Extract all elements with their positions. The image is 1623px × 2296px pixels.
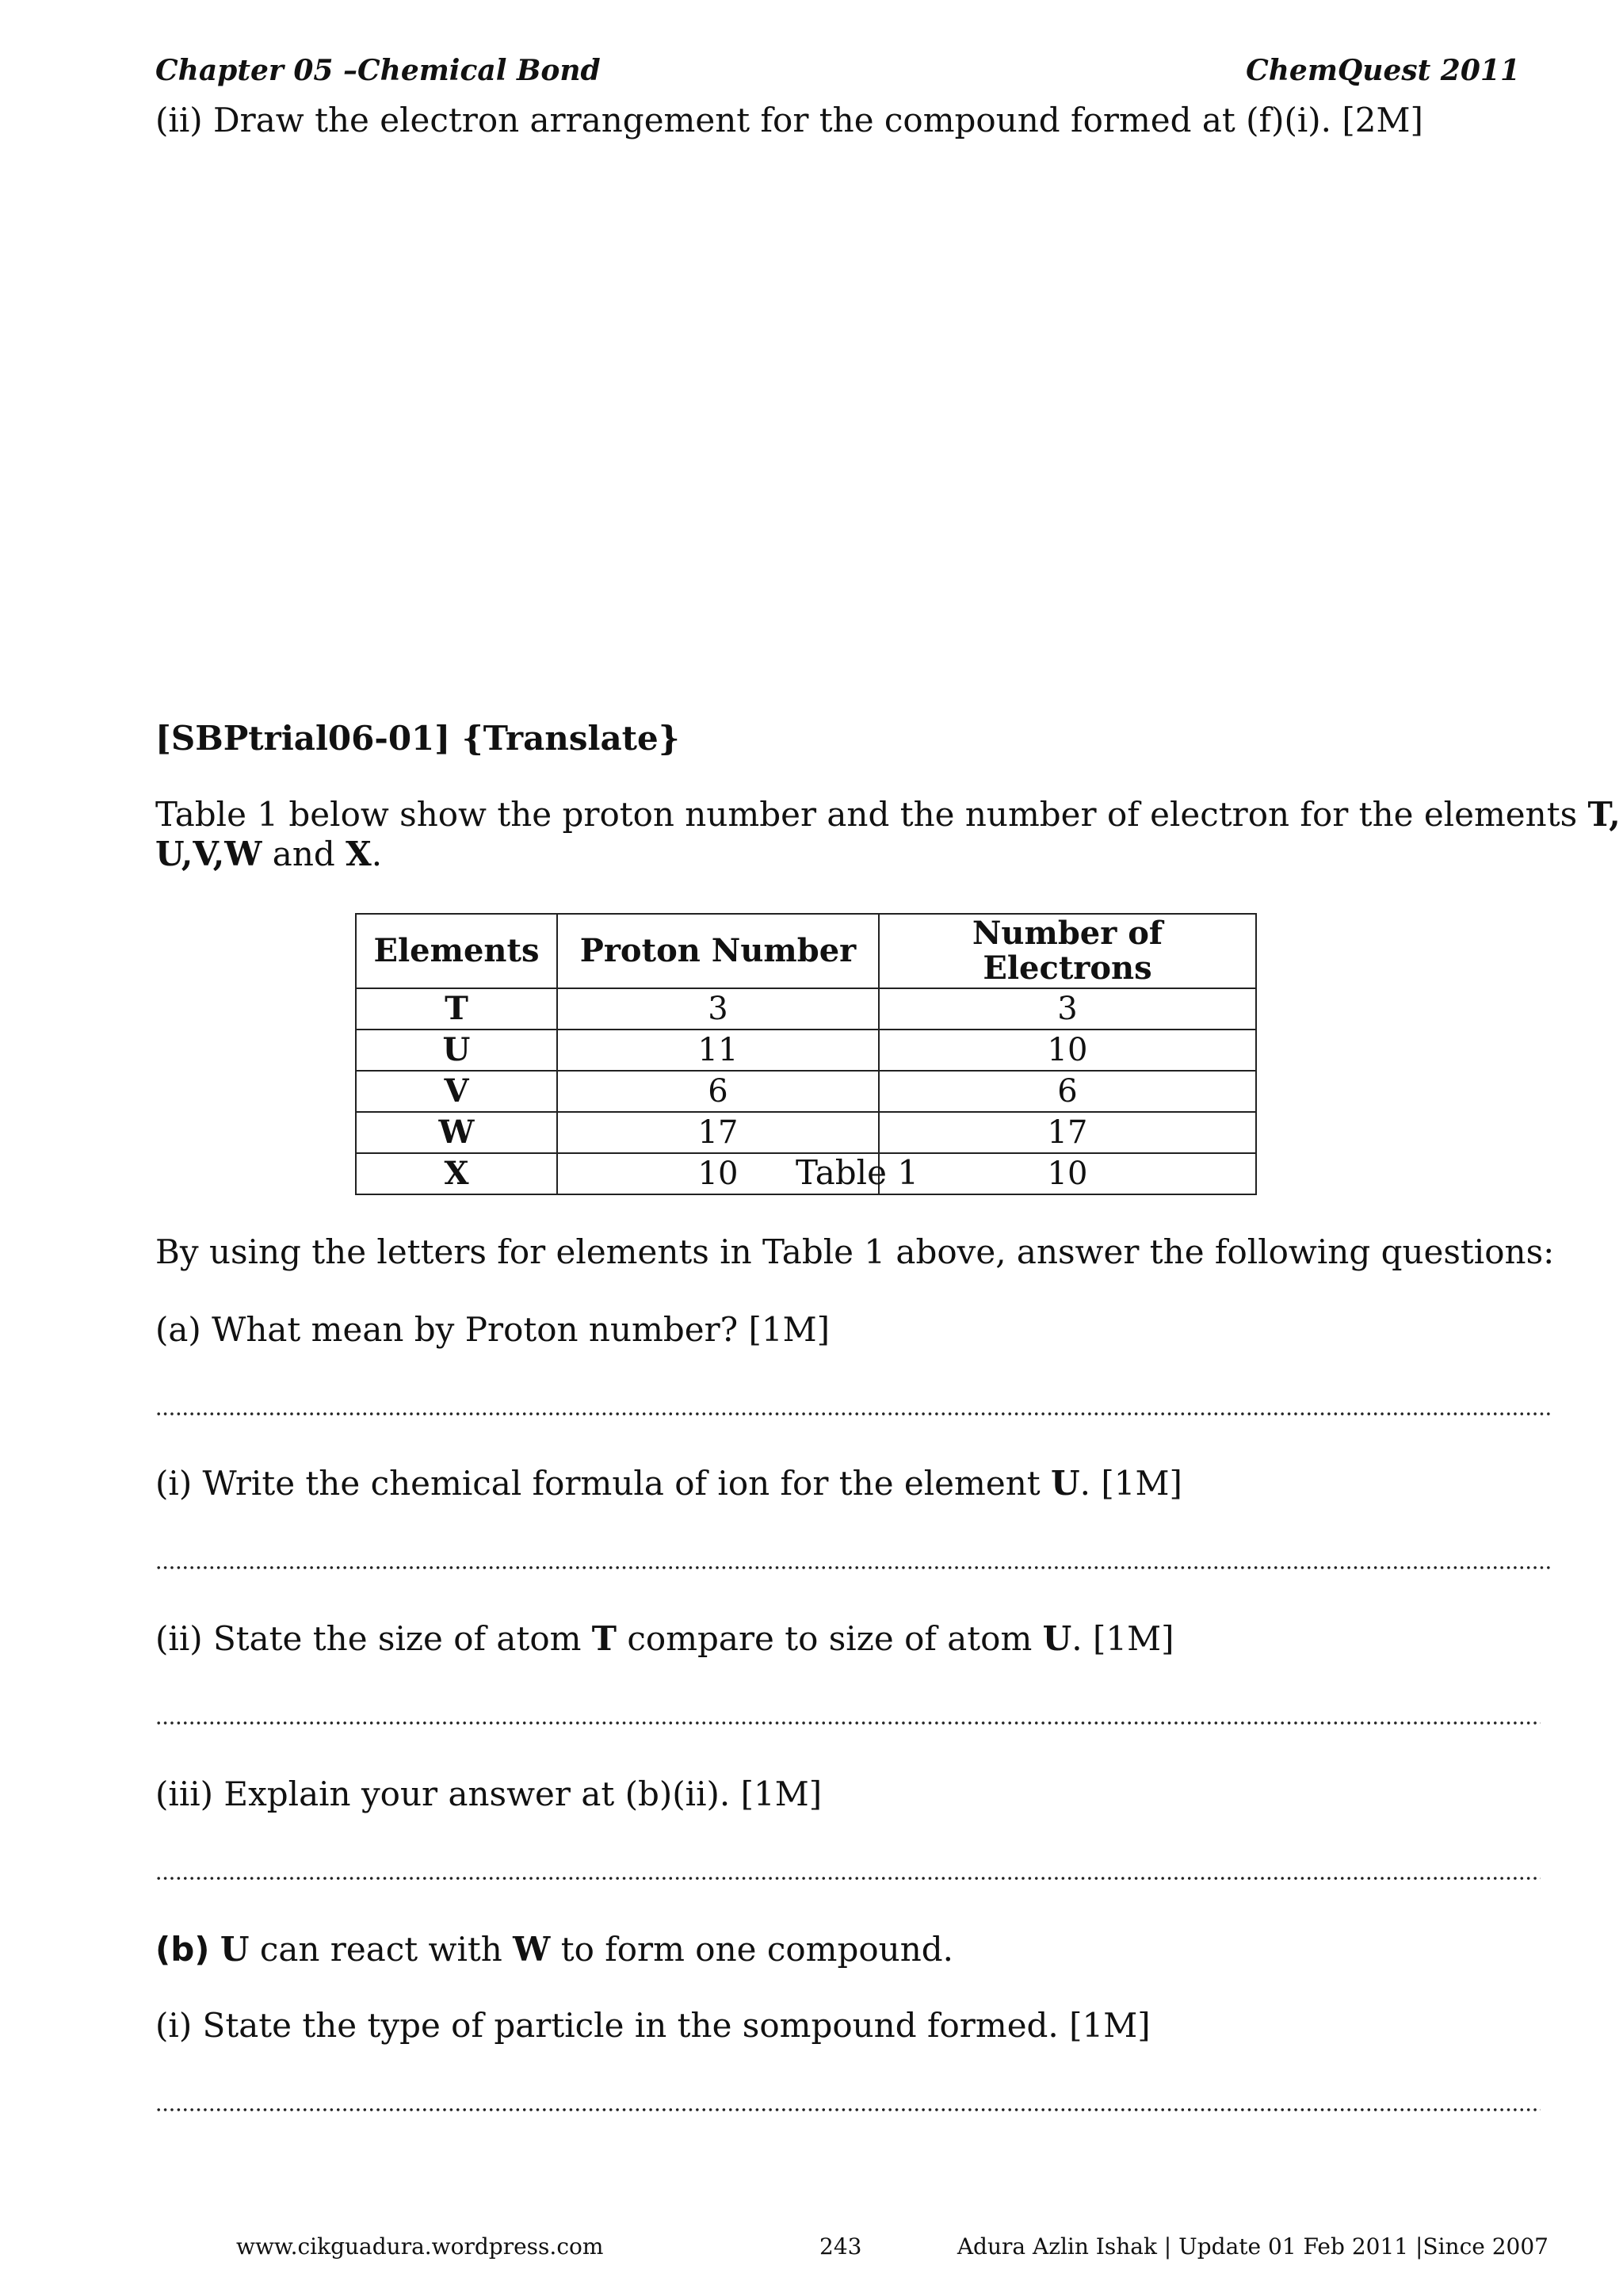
question-i-bold: U	[1051, 1464, 1080, 1503]
question-a: (a) What mean by Proton number? [1M]	[155, 1310, 831, 1349]
answer-line	[155, 1721, 1541, 1725]
element-cell: W	[356, 1112, 557, 1153]
header-proton-number: Proton Number	[557, 914, 879, 988]
proton-cell: 6	[557, 1071, 879, 1112]
table-caption: Table 1	[796, 1153, 919, 1192]
table-row	[356, 1071, 1256, 1112]
electron-cell: 3	[879, 988, 1256, 1030]
answer-line	[155, 1566, 1550, 1569]
question-b	[155, 1927, 953, 1972]
intro-line-2	[155, 832, 382, 877]
electron-cell: 10	[879, 1153, 1256, 1194]
question-ii-text: (ii) State the size of atom	[155, 1619, 592, 1658]
table-row	[356, 988, 1256, 1030]
footer-credit: Adura Azlin Ishak | Update 01 Feb 2011 |Since 2007	[957, 2233, 1549, 2260]
intro-text: Table 1 below show the proton number and the number of electron for the elements	[155, 795, 1588, 834]
answer-line	[155, 1412, 1550, 1415]
element-cell: X	[356, 1153, 557, 1194]
section-title: [SBPtrial06-01] {Translate}	[155, 719, 680, 758]
intro-line-1	[155, 793, 1621, 837]
header-elements: Elements	[356, 914, 557, 988]
electron-cell: 6	[879, 1071, 1256, 1112]
question-b-bold-w: W	[513, 1930, 551, 1969]
proton-cell: 10	[557, 1153, 879, 1194]
electron-cell: 10	[879, 1030, 1256, 1071]
question-b-label: (b)	[155, 1930, 210, 1969]
proton-cell: 3	[557, 988, 879, 1030]
answer-line	[155, 2108, 1541, 2111]
question-i-end: . [1M]	[1079, 1464, 1182, 1503]
question-b-i: (i) State the type of particle in the sompound formed. [1M]	[155, 2006, 1151, 2045]
intro-bold-x: X	[346, 835, 372, 873]
question-b-mid: can react with	[249, 1930, 514, 1969]
question-iii: (iii) Explain your answer at (b)(ii). [1M]	[155, 1775, 823, 1813]
question-b-bold-u: U	[220, 1930, 250, 1969]
book-header: ChemQuest 2011	[1246, 54, 1520, 87]
footer-page-number: 243	[819, 2233, 862, 2260]
intro-bold-t: T,	[1587, 795, 1621, 834]
question-ii-end: . [1M]	[1071, 1619, 1174, 1658]
footer-site: www.cikguadura.wordpress.com	[236, 2233, 604, 2260]
question-i	[155, 1461, 1182, 1506]
table-header-row	[356, 914, 1256, 988]
question-i-text: (i) Write the chemical formula of ion for the element	[155, 1464, 1052, 1503]
intro-and: and	[262, 835, 346, 873]
table-row	[356, 1030, 1256, 1071]
header-number-of-electrons: Number of Electrons	[879, 914, 1256, 988]
electron-cell: 17	[879, 1112, 1256, 1153]
element-cell: U	[356, 1030, 557, 1071]
instruction-text: By using the letters for elements in Table 1 above, answer the following questions:	[155, 1232, 1555, 1271]
question-ii-bold-u: U	[1042, 1619, 1072, 1658]
question-ii-bold-t: T	[591, 1619, 617, 1658]
element-cell: V	[356, 1071, 557, 1112]
intro-bold-uvw: U,V,W	[155, 835, 262, 873]
proton-cell: 17	[557, 1112, 879, 1153]
question-b-end: to form one compound.	[550, 1930, 953, 1969]
proton-cell: 11	[557, 1030, 879, 1071]
table-row	[356, 1112, 1256, 1153]
answer-line	[155, 1877, 1541, 1880]
chapter-header: Chapter 05 –Chemical Bond	[155, 54, 601, 87]
question-ii-mid: compare to size of atom	[617, 1619, 1043, 1658]
intro-period: .	[371, 835, 383, 873]
question-draw-electron: (ii) Draw the electron arrangement for the compound formed at (f)(i). [2M]	[155, 101, 1423, 139]
element-cell: T	[356, 988, 557, 1030]
question-ii	[155, 1617, 1174, 1661]
